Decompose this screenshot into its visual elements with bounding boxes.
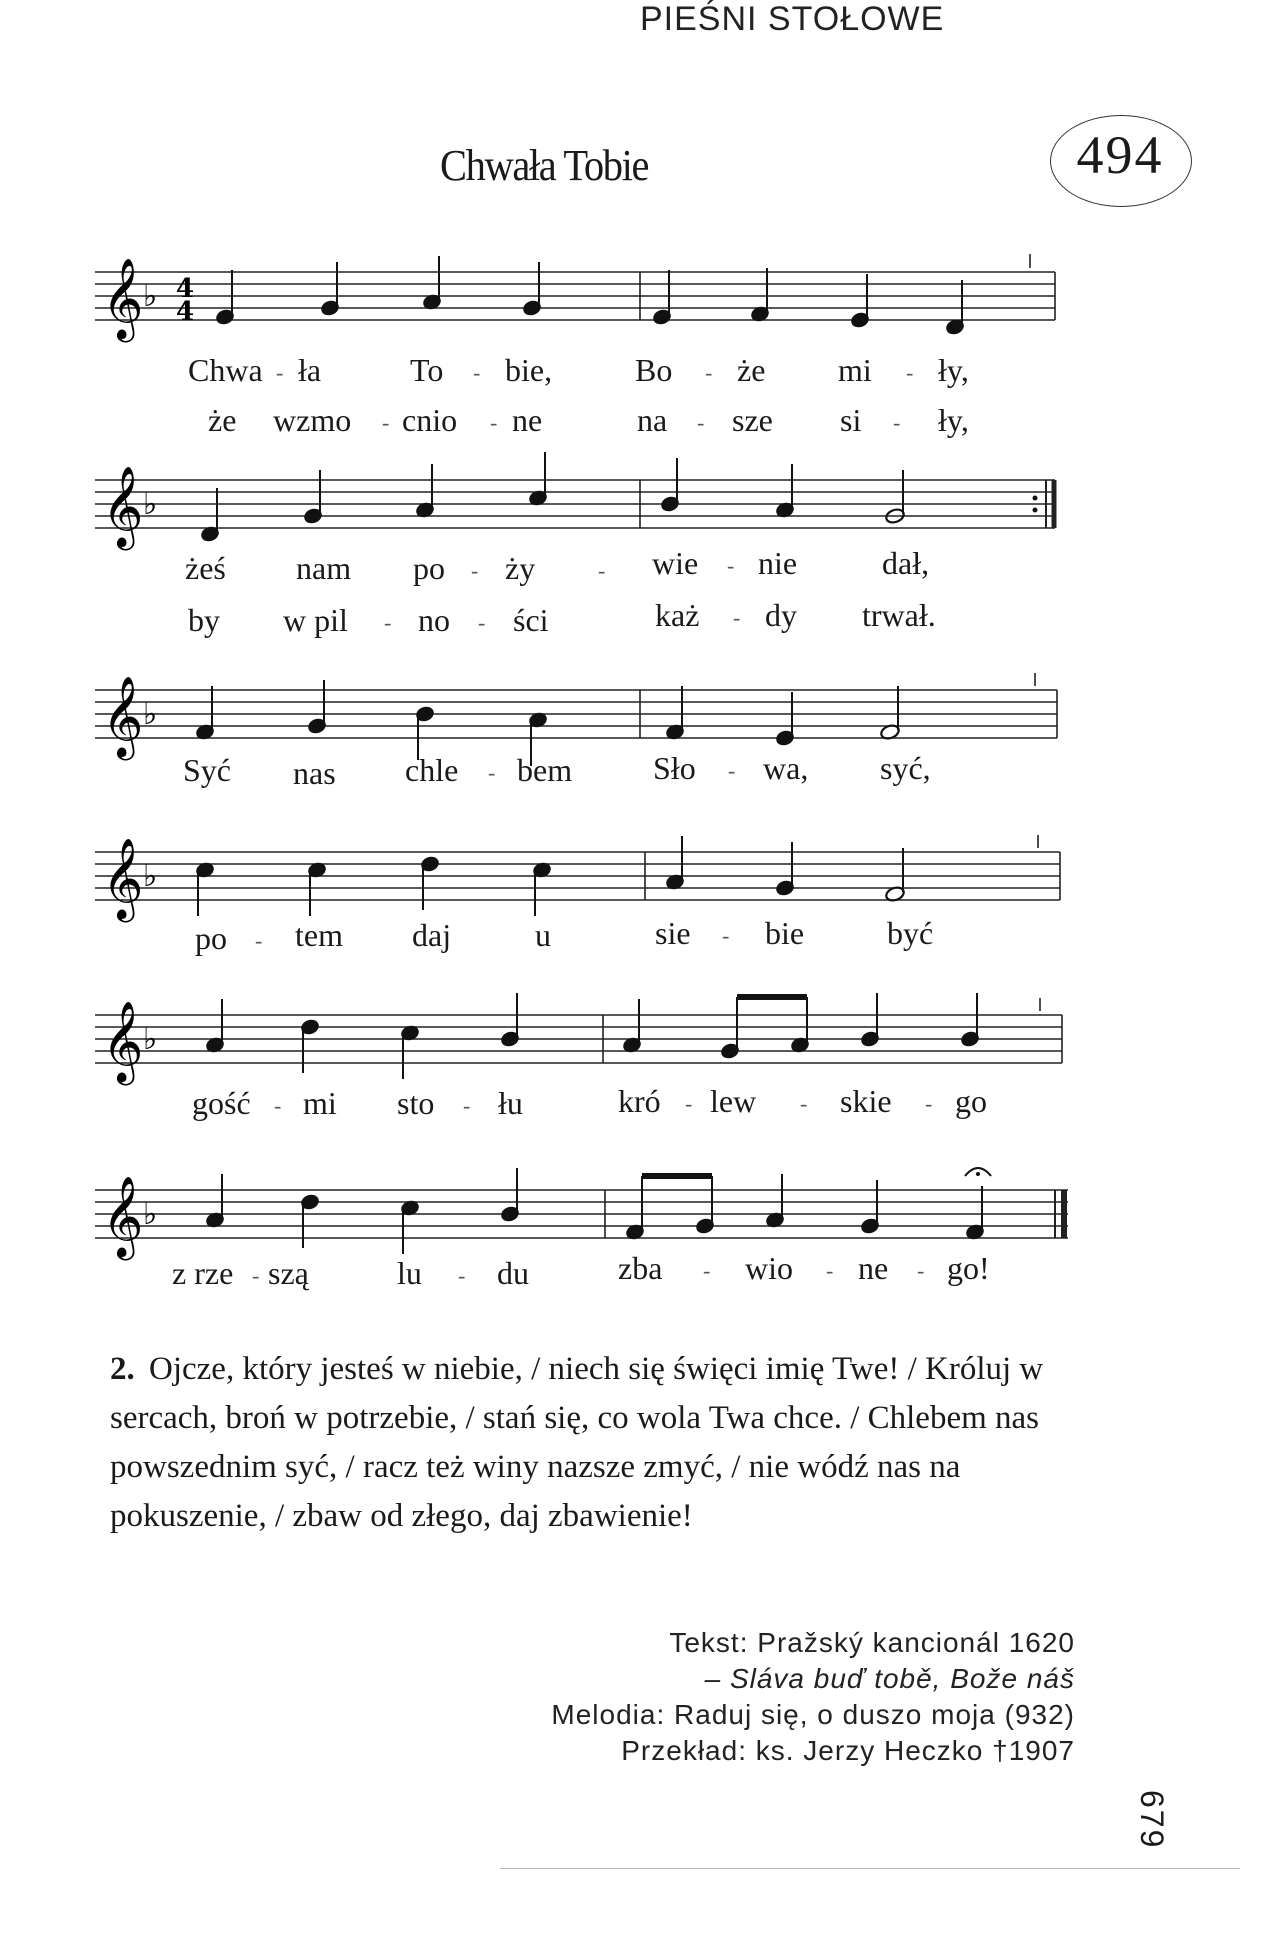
lyric: zba xyxy=(618,1250,663,1286)
song-title: Chwała Tobie xyxy=(440,141,649,190)
staff-system-5 xyxy=(0,985,1275,1095)
lyric: w pil xyxy=(283,602,348,638)
lyric: chle xyxy=(405,752,459,788)
lyric: ści xyxy=(513,602,549,638)
lyric: mi xyxy=(838,352,872,388)
credits-original-title: – Sláva buď tobě, Bože náš xyxy=(704,1663,1075,1694)
lyric: ły, xyxy=(938,352,969,388)
lyric: szą xyxy=(268,1255,309,1291)
lyric: bem xyxy=(517,752,573,788)
lyric: gość xyxy=(192,1085,251,1121)
page-number: 679 xyxy=(1134,1790,1170,1850)
time-signature-top: 4 xyxy=(176,274,195,304)
lyric: na xyxy=(637,402,668,438)
lyric: skie xyxy=(840,1083,892,1119)
lyric: po xyxy=(413,550,445,586)
treble-clef-icon: 𝄞 xyxy=(102,1000,144,1082)
lyric: du xyxy=(497,1255,529,1291)
treble-clef-icon: 𝄞 xyxy=(102,465,144,547)
lyric: po xyxy=(195,920,227,956)
repeat-dot xyxy=(1033,496,1038,501)
lyric: daj xyxy=(412,917,452,953)
lyric: sie xyxy=(655,915,691,951)
lyric: wio xyxy=(745,1250,793,1286)
lyric: cnio xyxy=(402,402,458,438)
lyric: syć, xyxy=(880,750,931,786)
lyric: łu xyxy=(498,1085,523,1121)
lyric: dał, xyxy=(882,545,930,581)
lyric: nam xyxy=(296,550,352,586)
lyric: że xyxy=(737,352,766,388)
verse-text: Ojcze, który jesteś w niebie, / niech się święci imię Twe! / Króluj w sercach, broń w potrzebie, / stań się, co wola Twa chce. / Chlebem nas powszednim syć, / racz też winy nazsze zmyć, / nie wódź nas na pokuszenie, / zbaw od złego, daj zbawienie! xyxy=(110,1351,1044,1534)
lyric: go xyxy=(955,1083,987,1119)
lyric: lu xyxy=(397,1255,422,1291)
section-header: PIEŚNI STOŁOWE xyxy=(640,0,945,38)
staff-system-1 xyxy=(0,240,1275,350)
lyric: kró xyxy=(618,1083,661,1119)
treble-clef-icon: 𝄞 xyxy=(102,675,144,757)
lyric: Chwa xyxy=(188,352,263,388)
lyric: z rze xyxy=(172,1255,234,1291)
lyric: tem xyxy=(295,917,343,953)
lyric: Syć xyxy=(183,752,231,788)
lyric: lew xyxy=(710,1083,757,1119)
lyric: no xyxy=(418,602,450,638)
flat-icon: ♭ xyxy=(143,487,158,522)
lyric: każ xyxy=(655,597,700,633)
credits-text: Tekst: Pražský kancionál 1620 xyxy=(669,1627,1075,1658)
lyric: ży xyxy=(505,550,536,586)
lyric: nie xyxy=(758,545,798,581)
lyric: si xyxy=(840,402,862,438)
credits-translation: Przekład: ks. Jerzy Heczko †1907 xyxy=(621,1735,1075,1766)
lyric: mi xyxy=(303,1085,337,1121)
lyric: sto xyxy=(397,1085,435,1121)
lyric: Sło xyxy=(653,750,696,786)
lyric: że xyxy=(208,402,237,438)
lyric: go! xyxy=(947,1250,990,1286)
flat-icon: ♭ xyxy=(143,279,158,314)
lyric: wa, xyxy=(763,750,809,786)
hymn-number: 494 xyxy=(1076,125,1164,185)
lyric: Bo xyxy=(635,352,673,388)
lyric: bie, xyxy=(505,352,553,388)
flat-icon: ♭ xyxy=(143,1197,158,1232)
repeat-dot xyxy=(1033,508,1038,513)
lyric: wzmo xyxy=(273,402,352,438)
lyric: ła xyxy=(298,352,322,388)
lyric: by xyxy=(188,602,220,638)
lyric: ne xyxy=(858,1250,889,1286)
credits xyxy=(551,1625,1075,1769)
treble-clef-icon: 𝄞 xyxy=(102,837,144,919)
lyric: żeś xyxy=(185,550,226,586)
treble-clef-icon: 𝄞 xyxy=(102,1175,144,1257)
lyric: u xyxy=(535,917,551,953)
treble-clef-icon: 𝄞 xyxy=(102,257,144,339)
credits-melody: Melodia: Raduj się, o duszo moja (932) xyxy=(551,1699,1075,1730)
lyric: ne xyxy=(512,402,543,438)
verse-number: 2. xyxy=(110,1351,135,1387)
verse-2 xyxy=(110,1345,1070,1541)
lyric: dy xyxy=(765,597,797,633)
lyric: sze xyxy=(732,402,773,438)
lyric: bie xyxy=(765,915,805,951)
flat-icon: ♭ xyxy=(143,859,158,894)
footer-rule xyxy=(500,1868,1240,1869)
time-signature-bottom: 4 xyxy=(176,297,195,327)
lyric: ły, xyxy=(938,402,969,438)
flat-icon: ♭ xyxy=(143,697,158,732)
lyric: nas xyxy=(293,755,336,791)
lyric: To xyxy=(410,352,444,388)
staff-system-2 xyxy=(0,450,1275,560)
staff-system-4 xyxy=(0,822,1275,932)
lyric: być xyxy=(887,915,934,951)
lyric: trwał. xyxy=(862,597,936,633)
lyric: wie xyxy=(652,545,699,581)
flat-icon: ♭ xyxy=(143,1022,158,1057)
